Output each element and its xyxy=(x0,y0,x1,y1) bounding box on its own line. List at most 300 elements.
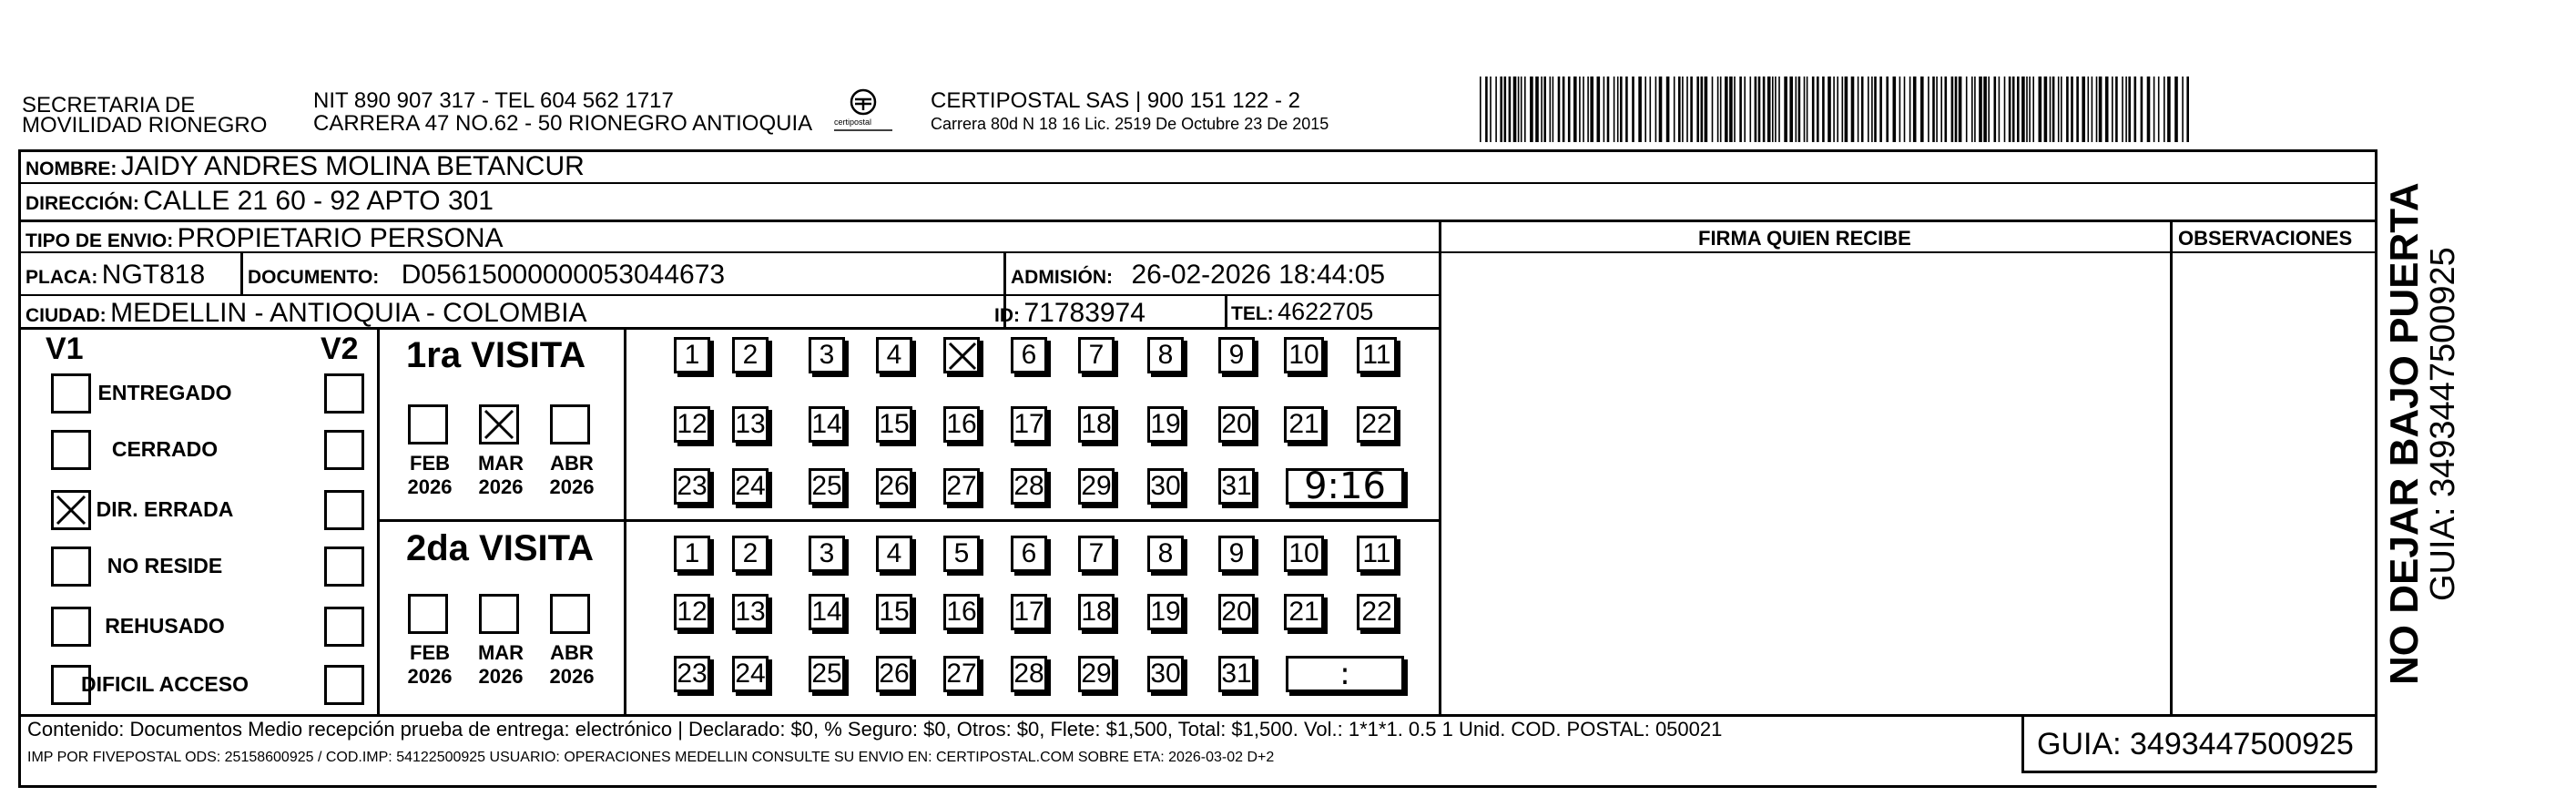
barcode-bar xyxy=(2128,77,2131,142)
day-box[interactable] xyxy=(1218,594,1255,630)
day-box[interactable] xyxy=(732,594,769,630)
day-box[interactable] xyxy=(876,594,912,630)
plate-separator xyxy=(240,253,243,295)
barcode-bar xyxy=(1558,77,1561,142)
barcode-bar xyxy=(1971,77,1973,142)
year-label: 2026 xyxy=(407,665,453,688)
plate-value: NGT818 xyxy=(101,260,206,290)
day-number: 3 xyxy=(819,340,835,370)
day-box[interactable] xyxy=(809,337,845,373)
nit-line-2: CARRERA 47 NO.62 - 50 RIONEGRO ANTIOQUIA xyxy=(313,111,813,136)
day-number: 31 xyxy=(1221,471,1252,501)
address-label: DIRECCIÓN: xyxy=(25,193,139,214)
barcode-bar xyxy=(2186,77,2189,142)
barcode-bar xyxy=(1758,77,1761,142)
barcode-bar xyxy=(2088,77,2090,142)
day-box[interactable] xyxy=(876,337,912,373)
barcode-bar xyxy=(1686,77,1688,142)
frame-bottom xyxy=(18,785,2377,788)
day-box[interactable] xyxy=(1078,594,1115,630)
day-box[interactable] xyxy=(1147,594,1184,630)
signature-header-line xyxy=(1441,251,2377,253)
status-label: ENTREGADO xyxy=(97,381,232,404)
day-box[interactable] xyxy=(1147,468,1184,505)
day-number: 6 xyxy=(1021,340,1037,370)
tel-separator xyxy=(1225,296,1227,330)
day-box[interactable] xyxy=(876,536,912,572)
day-number: 6 xyxy=(1021,538,1037,568)
day-box[interactable] xyxy=(732,468,769,505)
type-label: TIPO DE ENVIO: xyxy=(25,230,174,251)
day-number: 20 xyxy=(1221,597,1252,627)
day-box[interactable] xyxy=(876,656,912,692)
day-number: 21 xyxy=(1288,597,1319,627)
day-number: 29 xyxy=(1081,659,1112,689)
barcode-bar xyxy=(1955,77,1958,142)
day-number: 14 xyxy=(811,409,842,439)
barcode-bar xyxy=(2050,77,2052,142)
day-box[interactable] xyxy=(1218,406,1255,443)
day-number: 5 xyxy=(953,538,970,568)
document-field xyxy=(248,261,725,289)
day-box[interactable] xyxy=(1357,337,1397,373)
barcode-bar xyxy=(1607,77,1610,142)
barcode-bar xyxy=(2174,77,2178,142)
month-checkbox[interactable] xyxy=(479,404,519,444)
day-number: 18 xyxy=(1081,409,1112,439)
day-box[interactable] xyxy=(943,536,980,572)
logo-text: certipostal xyxy=(834,117,872,127)
barcode-bar xyxy=(1644,77,1646,142)
day-box[interactable] xyxy=(1147,406,1184,443)
day-box[interactable] xyxy=(1357,406,1397,443)
barcode-bar xyxy=(2058,77,2060,142)
month-checkbox[interactable] xyxy=(408,594,448,634)
month-label: FEB xyxy=(410,641,450,664)
admission-field xyxy=(1011,261,1385,289)
visit2-title: 2da VISITA xyxy=(406,528,594,568)
address-value: CALLE 21 60 - 92 APTO 301 xyxy=(143,186,494,216)
courier-line-2: Carrera 80d N 18 16 Lic. 2519 De Octubre 23 De 2015 xyxy=(931,115,1329,133)
barcode-bar xyxy=(2099,77,2103,142)
day-number: 23 xyxy=(677,659,708,689)
day-number: 12 xyxy=(677,597,708,627)
time-box[interactable] xyxy=(1286,465,1404,507)
day-number: 30 xyxy=(1150,659,1181,689)
day-box[interactable] xyxy=(1284,594,1324,630)
guia-box-left xyxy=(2021,716,2024,772)
barcode-bar xyxy=(1999,77,2001,142)
day-box[interactable] xyxy=(732,536,769,572)
barcode-bar xyxy=(1617,77,1619,142)
barcode-bar xyxy=(1541,77,1543,142)
day-box[interactable] xyxy=(809,656,845,692)
sender-line-2: MOVILIDAD RIONEGRO xyxy=(22,113,268,138)
day-number: 24 xyxy=(735,659,766,689)
certipostal-logo xyxy=(830,87,896,137)
day-number: 24 xyxy=(735,471,766,501)
footer-line-1: Contenido: Documentos Medio recepción prueba de entrega: electrónico | Declarado: $0, % Seguro: $0, Otros: $0, Flete: $1,500, Total: $1,500. Vol.: 1*1*1. 0.5 1 Unid. COD. POSTAL: 050021 xyxy=(27,718,1723,741)
barcode-bar xyxy=(1858,77,1859,142)
v2-checkbox[interactable] xyxy=(324,430,364,470)
day-box[interactable] xyxy=(1078,468,1115,505)
barcode-bar xyxy=(2044,77,2048,142)
barcode-bar xyxy=(1725,77,1728,142)
barcode-bar xyxy=(1583,77,1584,142)
barcode-bar xyxy=(2167,77,2171,142)
day-box[interactable] xyxy=(809,406,845,443)
day-box[interactable] xyxy=(1011,406,1047,443)
barcode-bar xyxy=(1480,77,1481,142)
v2-checkbox[interactable] xyxy=(324,547,364,587)
barcode-bar xyxy=(1833,77,1835,142)
x-mark-icon xyxy=(946,340,979,373)
barcode-bar xyxy=(2096,77,2098,142)
day-number: 10 xyxy=(1288,538,1319,568)
tel-field xyxy=(1231,300,1373,324)
day-box[interactable] xyxy=(1011,656,1047,692)
barcode-bar xyxy=(1678,77,1681,142)
barcode-bar xyxy=(2092,77,2093,142)
day-number: 16 xyxy=(946,597,977,627)
barcode-bar xyxy=(1909,77,1911,142)
day-box[interactable] xyxy=(876,406,912,443)
month-checkbox[interactable] xyxy=(550,404,590,444)
barcode-bar xyxy=(1587,77,1589,142)
day-box[interactable] xyxy=(1011,536,1047,572)
status-label: DIFICIL ACCESO xyxy=(80,672,249,696)
day-box[interactable] xyxy=(674,536,710,572)
day-box[interactable] xyxy=(943,656,980,692)
document-label: DOCUMENTO: xyxy=(248,267,380,288)
admission-label: ADMISIÓN: xyxy=(1011,267,1113,288)
barcode-bar xyxy=(2125,77,2127,142)
barcode-bar xyxy=(1655,77,1657,142)
barcode-bar xyxy=(1521,77,1522,142)
year-label: 2026 xyxy=(549,475,595,498)
barcode-bar xyxy=(1789,77,1793,142)
plate-field xyxy=(25,261,205,289)
barcode-bar xyxy=(1994,77,1997,142)
day-box[interactable] xyxy=(1078,656,1115,692)
barcode-bar xyxy=(1573,77,1577,142)
day-box[interactable] xyxy=(943,337,980,373)
v2-checkbox[interactable] xyxy=(324,490,364,530)
barcode-bar xyxy=(2153,77,2155,142)
day-number: 2 xyxy=(742,538,759,568)
barcode-bar xyxy=(1784,77,1787,142)
barcode-bar xyxy=(2029,77,2031,142)
barcode-bar xyxy=(2021,77,2025,142)
day-number: 18 xyxy=(1081,597,1112,627)
barcode-bar xyxy=(1932,77,1935,142)
day-number: 15 xyxy=(879,597,910,627)
barcode-bar xyxy=(2134,77,2137,142)
barcode-bar xyxy=(1966,77,1968,142)
courier-line-1: CERTIPOSTAL SAS | 900 151 122 - 2 xyxy=(931,88,1300,113)
barcode-bar xyxy=(1729,77,1733,142)
barcode-bar xyxy=(2012,77,2015,142)
barcode-bar xyxy=(1597,77,1601,142)
day-box[interactable] xyxy=(1218,536,1255,572)
barcode-bar xyxy=(1620,77,1623,142)
day-number: 31 xyxy=(1221,659,1252,689)
day-number: 27 xyxy=(946,471,977,501)
barcode-bar xyxy=(2009,77,2011,142)
day-box[interactable] xyxy=(809,594,845,630)
barcode-bar xyxy=(2052,77,2055,142)
barcode-bar xyxy=(1936,77,1938,142)
barcode-bar xyxy=(1871,77,1873,142)
day-box[interactable] xyxy=(1147,656,1184,692)
day-box[interactable] xyxy=(943,468,980,505)
day-box[interactable] xyxy=(674,406,710,443)
day-box[interactable] xyxy=(1284,536,1324,572)
barcode-bar xyxy=(1568,77,1571,142)
name-label: NOMBRE: xyxy=(25,158,117,179)
barcode-bar xyxy=(1951,77,1954,142)
city-label: CIUDAD: xyxy=(25,305,107,326)
day-number: 28 xyxy=(1013,471,1044,501)
barcode-bar xyxy=(1625,77,1628,142)
barcode-bar xyxy=(1744,77,1746,142)
barcode-bar xyxy=(1563,77,1565,142)
month-checkbox[interactable] xyxy=(408,404,448,444)
month-checkbox[interactable] xyxy=(550,594,590,634)
address-field xyxy=(25,188,494,215)
day-number: 27 xyxy=(946,659,977,689)
barcode-bar xyxy=(1701,77,1704,142)
name-field xyxy=(25,153,585,180)
year-label: 2026 xyxy=(407,475,453,498)
barcode-bar xyxy=(1879,77,1882,142)
row-line-2 xyxy=(18,220,2377,222)
footer-line-2: IMP POR FIVEPOSTAL ODS: 25158600925 / COD.IMP: 54122500925 USUARIO: OPERACIONES MEDELLIN CONSULTE SU ENVIO EN: CERTIPOSTAL.COM SOBRE ETA: 2026-03-02 D+2 xyxy=(27,750,1275,765)
day-number: 9 xyxy=(1228,538,1245,568)
day-box[interactable] xyxy=(674,337,710,373)
barcode-bar xyxy=(1893,77,1897,142)
time-value: : xyxy=(1339,656,1350,692)
frame-right xyxy=(2375,149,2377,772)
barcode-bar xyxy=(1500,77,1502,142)
day-box[interactable] xyxy=(1078,337,1115,373)
month-checkbox[interactable] xyxy=(479,594,519,634)
v2-header: V2 xyxy=(321,332,359,366)
barcode-bar xyxy=(1899,77,1901,142)
day-number: 25 xyxy=(811,471,842,501)
barcode-bar xyxy=(1959,77,1962,142)
barcode-bar xyxy=(2112,77,2113,142)
barcode-bar xyxy=(1868,77,1869,142)
day-box[interactable] xyxy=(809,468,845,505)
barcode-bar xyxy=(1485,77,1488,142)
barcode-bar xyxy=(2082,77,2085,142)
visit-divider xyxy=(379,519,1441,522)
day-number: 1 xyxy=(684,340,700,370)
barcode-bar xyxy=(2105,77,2109,142)
barcode-bar xyxy=(1530,77,1533,142)
status-label: REHUSADO xyxy=(105,614,225,638)
day-number: 13 xyxy=(735,409,766,439)
barcode-bar xyxy=(1767,77,1771,142)
day-number: 28 xyxy=(1013,659,1044,689)
day-number: 26 xyxy=(879,659,910,689)
signature-header: FIRMA QUIEN RECIBE xyxy=(1698,227,1911,250)
barcode-bar xyxy=(1920,77,1924,142)
day-box[interactable] xyxy=(1218,337,1255,373)
day-number: 19 xyxy=(1150,597,1181,627)
visit-month-col-right xyxy=(624,328,626,716)
barcode-bar xyxy=(1804,77,1806,142)
month-label: FEB xyxy=(410,452,450,475)
barcode-bar xyxy=(1812,77,1815,142)
barcode-bar xyxy=(2147,77,2151,142)
day-number: 20 xyxy=(1221,409,1252,439)
time-box[interactable] xyxy=(1286,656,1404,692)
barcode-bar xyxy=(2141,77,2143,142)
barcode-bar xyxy=(1928,77,1929,142)
day-number: 11 xyxy=(1362,538,1391,568)
v2-checkbox[interactable] xyxy=(324,607,364,647)
barcode-bar xyxy=(1650,77,1652,142)
day-number: 15 xyxy=(879,409,910,439)
barcode-bar xyxy=(1712,77,1714,142)
barcode-bar xyxy=(1518,77,1520,142)
barcode-bar xyxy=(1886,77,1889,142)
day-box[interactable] xyxy=(1011,337,1047,373)
day-box[interactable] xyxy=(809,536,845,572)
barcode-bar xyxy=(2032,77,2034,142)
barcode-bar xyxy=(1851,77,1855,142)
day-number: 10 xyxy=(1288,340,1319,370)
barcode-bar xyxy=(1690,77,1693,142)
day-number: 17 xyxy=(1013,409,1044,439)
day-number: 2 xyxy=(742,340,759,370)
barcode-bar xyxy=(1796,77,1797,142)
barcode-bar xyxy=(2039,77,2042,142)
barcode-bar xyxy=(1550,77,1552,142)
barcode-bar xyxy=(1638,77,1642,142)
day-box[interactable] xyxy=(1357,594,1397,630)
day-number: 7 xyxy=(1088,538,1105,568)
status-label: CERRADO xyxy=(111,437,219,461)
barcode-bar xyxy=(1495,77,1497,142)
day-number: 9 xyxy=(1228,340,1245,370)
barcode-bar xyxy=(1913,77,1917,142)
month-label: ABR xyxy=(550,641,594,664)
barcode-bar xyxy=(1845,77,1848,142)
day-box[interactable] xyxy=(1078,406,1115,443)
day-number: 16 xyxy=(946,409,977,439)
day-box[interactable] xyxy=(1218,468,1255,505)
day-number: 1 xyxy=(684,538,700,568)
day-number: 23 xyxy=(677,471,708,501)
barcode-bar xyxy=(1604,77,1605,142)
barcode-bar xyxy=(1674,77,1675,142)
v2-checkbox[interactable] xyxy=(324,373,364,414)
side-warning: NO DEJAR BAJO PUERTA xyxy=(2382,182,2427,685)
barcode-bar xyxy=(1504,77,1507,142)
barcode-bar xyxy=(1696,77,1699,142)
day-box[interactable] xyxy=(1147,536,1184,572)
day-box[interactable] xyxy=(1147,337,1184,373)
day-box[interactable] xyxy=(943,406,980,443)
day-box[interactable] xyxy=(876,468,912,505)
barcode-bar xyxy=(1535,77,1539,142)
day-number: 19 xyxy=(1150,409,1181,439)
barcode-bar xyxy=(1822,77,1825,142)
day-box[interactable] xyxy=(1357,536,1397,572)
day-number: 8 xyxy=(1157,538,1174,568)
day-box[interactable] xyxy=(1078,536,1115,572)
barcode-bar xyxy=(1775,77,1777,142)
document-value: D05615000000053044673 xyxy=(401,260,726,290)
barcode-bar xyxy=(2017,77,2020,142)
barcode-bar xyxy=(2182,77,2184,142)
day-box[interactable] xyxy=(1284,406,1324,443)
day-box[interactable] xyxy=(1011,468,1047,505)
month-label: MAR xyxy=(477,452,524,475)
day-number: 22 xyxy=(1361,409,1392,439)
day-box[interactable] xyxy=(1218,656,1255,692)
day-box[interactable] xyxy=(674,468,710,505)
day-number: 13 xyxy=(735,597,766,627)
barcode-bar xyxy=(1940,77,1942,142)
signature-col-left xyxy=(1439,220,1441,716)
admission-value: 26-02-2026 18:44:05 xyxy=(1131,260,1386,290)
year-label: 2026 xyxy=(478,665,524,688)
name-value: JAIDY ANDRES MOLINA BETANCUR xyxy=(120,151,585,181)
type-field xyxy=(25,225,504,252)
barcode-bar xyxy=(1763,77,1766,142)
guia-box: GUIA: 3493447500925 xyxy=(2037,727,2354,761)
barcode-bar xyxy=(1755,77,1757,142)
id-field xyxy=(994,300,1145,327)
day-number: 30 xyxy=(1150,471,1181,501)
day-box[interactable] xyxy=(943,594,980,630)
day-box[interactable] xyxy=(674,594,710,630)
plate-label: PLACA: xyxy=(25,267,98,288)
month-label: ABR xyxy=(550,452,594,475)
day-number: 26 xyxy=(879,471,910,501)
status-label: NO RESIDE xyxy=(107,554,223,577)
x-mark-icon xyxy=(482,407,516,442)
barcode-bar xyxy=(1590,77,1593,142)
status-col-right xyxy=(377,328,380,716)
barcode-bar xyxy=(1772,77,1774,142)
day-number: 14 xyxy=(811,597,842,627)
nit-line-1: NIT 890 907 317 - TEL 604 562 1717 xyxy=(313,88,674,113)
day-box[interactable] xyxy=(732,406,769,443)
year-label: 2026 xyxy=(549,665,595,688)
barcode-bar xyxy=(1778,77,1780,142)
barcode-bar xyxy=(2066,77,2069,142)
month-label: MAR xyxy=(477,641,524,664)
barcode-bar xyxy=(2122,77,2123,142)
day-number: 29 xyxy=(1081,471,1112,501)
sender-line-1: SECRETARIA DE xyxy=(22,93,196,117)
barcode-bar xyxy=(1720,77,1722,142)
day-box[interactable] xyxy=(1284,337,1324,373)
barcode-bar xyxy=(2061,77,2062,142)
day-box[interactable] xyxy=(1011,594,1047,630)
city-field xyxy=(25,300,587,327)
day-box[interactable] xyxy=(732,656,769,692)
day-box[interactable] xyxy=(732,337,769,373)
id-value: 71783974 xyxy=(1023,298,1145,328)
v2-checkbox[interactable] xyxy=(324,665,364,705)
day-box[interactable] xyxy=(674,656,710,692)
